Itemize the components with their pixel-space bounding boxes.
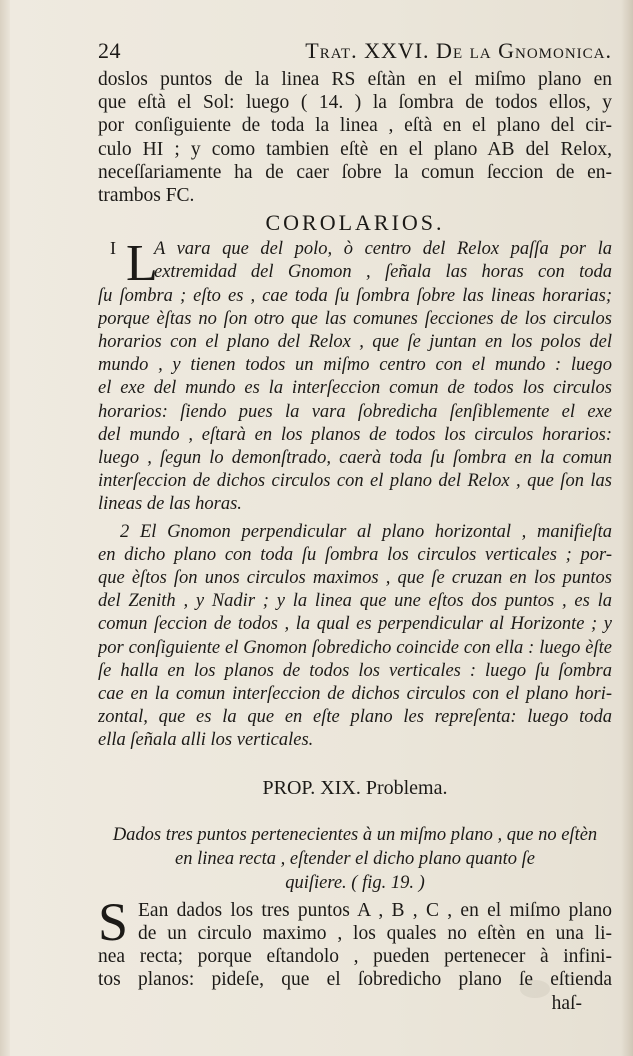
text-line: por conſiguiente el Gnomon ſobredicho coincide con ella : luego èſte [98,637,612,658]
page-number: 24 [98,38,121,63]
catchword: haſ- [551,992,582,1014]
text-line: del Zenith , y Nadir ; y la linea que une eſtos dos puntos , es la [98,591,612,612]
text-line: lineas de las horas. [98,494,242,515]
text-line: cae en la comun interſeccion de dichos circulos con el plano hori- [98,684,612,705]
text-line: tos planos: pideſe, que el ſobredicho plano ſe eſtienda [98,969,612,991]
corolario-1 [98,235,612,516]
running-title: Trat. XXVI. De la Gnomonica. [305,38,612,63]
text-line: zontal, que es la que en eſte plano les repreſenta: luego toda [98,707,612,728]
text-line: en dicho plano con toda ſu ſombra los circulos verticales ; por- [98,544,612,565]
text-line: culo HI ; y como tambien eſtè en el plano AB del Relox, [98,138,612,160]
corolario-2 [98,521,612,753]
text-line: ſu ſombra ; eſto es , cae toda ſu ſombra ſobre las lineas horarias; [98,285,612,306]
proposition-body [98,891,612,1015]
text-line: que eſtà el Sol: luego ( 14. ) la ſombra de todos ellos, y [98,92,612,114]
proposition-heading: PROP. XIX. Problema. [262,776,448,799]
text-line: nea recta; porque eſtandolo , pueden pertenecer à infini- [98,946,612,968]
text-line: porque èſtas no ſon otro que las comunes ſecciones de los circulos [98,308,612,329]
text-line: doslos puntos de la linea RS eſtàn en el miſmo plano en [98,69,612,90]
text-block [98,38,612,1015]
text-line: ſe halla en los planos de todos los verticales : luego ſu ſombra [98,660,612,681]
statement-line: quiſiere. ( fig. 19. ) [285,872,425,893]
text-line: el exe del mundo es la interſeccion comun de todos los circulos [98,378,612,399]
statement-line: Dados tres puntos pertenecientes à un miſmo plano , que no eſtèn [112,824,598,845]
text-line: neceſſariamente ha de caer ſobre la comun ſeccion de en- [98,161,612,183]
text-line: luego , ſegun lo demonſtrado, caerà toda ſu ſombra en la comun [98,448,612,469]
text-line: horarios con el plano del Relox , que ſe juntan en los polos del [98,332,612,353]
page-left-edge [0,0,10,1056]
intro-paragraph [98,68,612,207]
page-right-edge [621,0,633,1056]
text-line: ella ſeñala alli los verticales. [98,730,314,751]
statement-line: en linea recta , eſtender el dicho plano quanto ſe [175,848,535,869]
text-line: mundo , y tienen todos un miſmo centro con el mundo : luego [98,355,612,376]
drop-cap-s: S [98,891,129,952]
running-header [98,38,612,68]
text-line: Ean dados los tres puntos A , B , C , en el miſmo plano [138,899,612,921]
text-line: del mundo , eſtarà en los planos de todos los circulos horarios: [98,424,612,445]
text-line: A vara que del polo, ò centro del Relox paſſa por la [154,239,612,260]
text-line: interſeccion de dichos circulos con el plano del Relox , que ſon las [98,471,612,492]
text-line: que èſtos ſon unos circulos maximos , que ſe cruzan en los puntos [98,568,612,589]
drop-cap-l: L [126,235,158,293]
text-line: comun ſeccion de todos , la qual es perpendicular al Horizonte ; y [98,614,612,635]
item-number: I [110,238,116,259]
text-line: extremidad del Gnomon , ſeñala las horas con toda [154,262,612,283]
text-line: trambos FC. [98,185,195,207]
text-line: de un circulo maximo , los quales no eſtèn en una li- [138,922,612,944]
text-line: por conſiguiente de toda la linea , eſtà en el plano del cir- [98,115,612,137]
text-line: 2 El Gnomon perpendicular al plano horizontal , manifieſta [120,521,612,542]
proposition-statement [98,823,612,895]
text-line: horarios: ſiendo pues la vara ſobredicha ſenſiblemente el exe [98,401,612,422]
section-heading-corolarios: COROLARIOS. [265,210,445,236]
